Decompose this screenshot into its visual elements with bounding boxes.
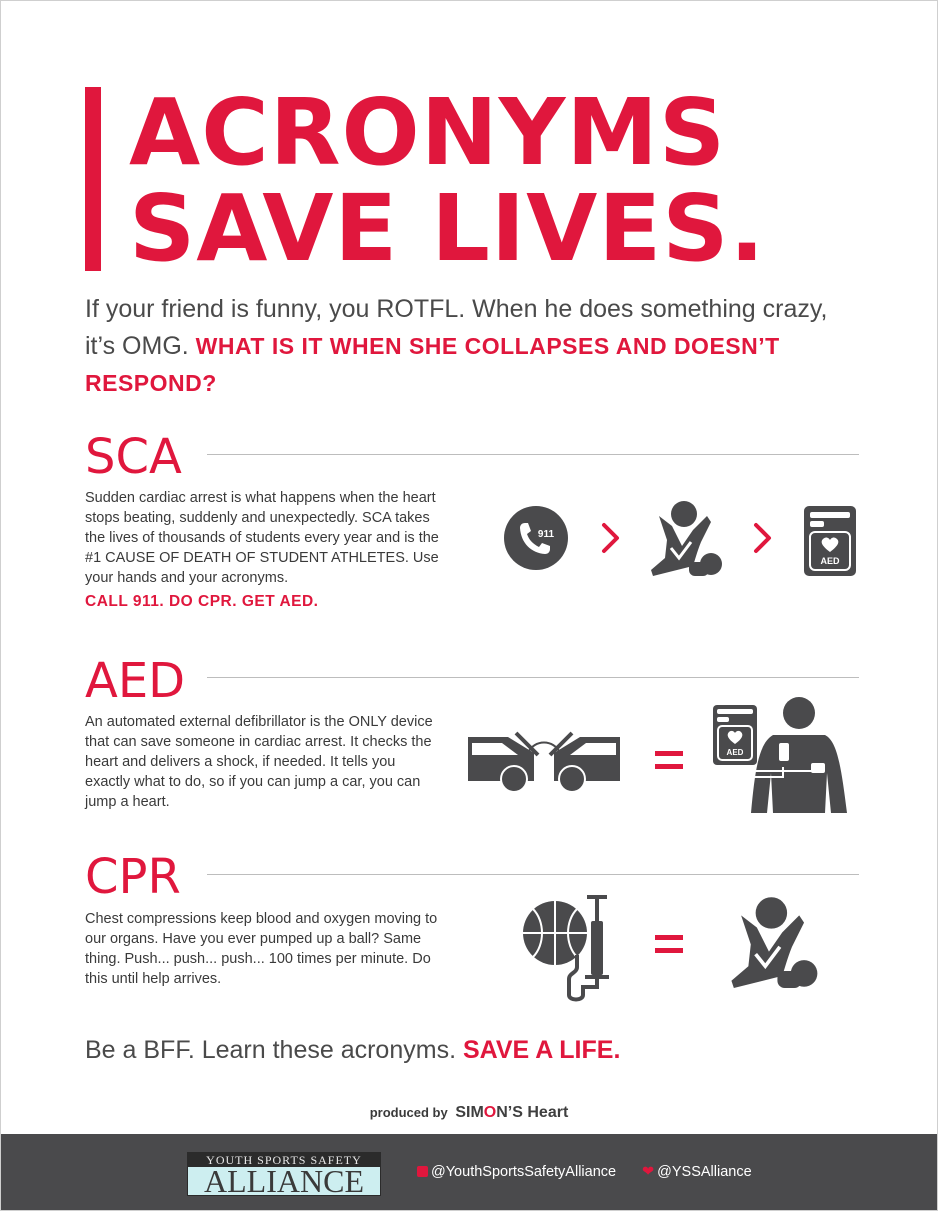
logo-main-text: ALLIANCE bbox=[204, 1163, 364, 1199]
accent-bar bbox=[85, 87, 101, 271]
human-aed-icon bbox=[713, 695, 849, 813]
chevron-right-icon bbox=[600, 522, 622, 554]
closing-accent: SAVE A LIFE. bbox=[462, 1036, 621, 1064]
twitter-handle[interactable] bbox=[642, 1164, 752, 1180]
aed-device-icon bbox=[804, 506, 856, 576]
cpr-icon bbox=[729, 896, 821, 988]
equals-icon bbox=[655, 933, 683, 955]
produced-by bbox=[1, 1104, 937, 1122]
chevron-right-icon bbox=[752, 522, 774, 554]
basketball-pump-icon bbox=[521, 893, 617, 1003]
intro-paragraph bbox=[85, 291, 845, 402]
aed-divider bbox=[207, 677, 859, 678]
headline bbox=[129, 79, 766, 282]
closing-text: Be a BFF. Learn these acronyms. bbox=[85, 1036, 463, 1064]
facebook-handle[interactable] bbox=[417, 1164, 616, 1180]
equals-icon bbox=[655, 749, 683, 771]
cpr-title: CPR bbox=[85, 849, 181, 905]
sca-steps: CALL 911. DO CPR. GET AED. bbox=[85, 593, 319, 610]
human-aed-label: AED bbox=[726, 748, 744, 757]
headline-line-2: SAVE LIVES. bbox=[129, 175, 766, 282]
intro-question: WHAT IS IT WHEN SHE COLLAPSES AND DOESN’T RESPOND? bbox=[85, 333, 780, 396]
sca-divider bbox=[207, 454, 859, 455]
aed-title: AED bbox=[85, 653, 186, 709]
twitter-icon: ❤ bbox=[642, 1164, 655, 1180]
logo-top-text: YOUTH SPORTS SAFETY bbox=[188, 1153, 380, 1167]
sca-body: Sudden cardiac arrest is what happens when the heart stops beating, suddenly and unexpectedly. SCA takes the lives of thousands of students every year and is the #1 CAUSE OF DEATH OF STUDENT ATHLETES. Use your hands and your acronyms. bbox=[85, 490, 439, 586]
facebook-handle-text: @YouthSportsSafetyAlliance bbox=[431, 1164, 617, 1180]
headline-line-1: ACRONYMS bbox=[129, 79, 727, 186]
twitter-handle-text: @YSSAlliance bbox=[657, 1164, 752, 1180]
phone-911-label: 911 bbox=[537, 529, 555, 540]
cpr-divider bbox=[207, 874, 859, 875]
produced-prefix: produced by bbox=[369, 1105, 448, 1120]
heart-o: O bbox=[483, 1104, 497, 1121]
phone-icon bbox=[504, 506, 568, 570]
aed-body: An automated external defibrillator is the ONLY device that can save someone in cardiac arrest. It checks the heart and delivers a shock, if needed. It tells you exactly what to do, so if you can jump a car, you can jump a heart. bbox=[85, 714, 433, 810]
car-jump-icon bbox=[468, 727, 620, 793]
facebook-icon bbox=[417, 1166, 428, 1177]
intro-text: If your friend is funny, you ROTFL. When he does something crazy, it’s OMG. bbox=[85, 295, 828, 360]
cpr-body: Chest compressions keep blood and oxygen moving to our organs. Have you ever pumped up a ball? Same thing. Push... push... push... 100 times per minute. Do this until help arrives. bbox=[85, 911, 438, 987]
cpr-icon bbox=[649, 500, 725, 576]
sca-title: SCA bbox=[85, 429, 182, 485]
aed-device-label: AED bbox=[820, 556, 840, 566]
simons-heart-logo: SIMON’S Heart bbox=[455, 1104, 569, 1121]
footer bbox=[1, 1134, 937, 1210]
closing-line bbox=[85, 1036, 620, 1065]
yssa-logo bbox=[187, 1152, 381, 1199]
